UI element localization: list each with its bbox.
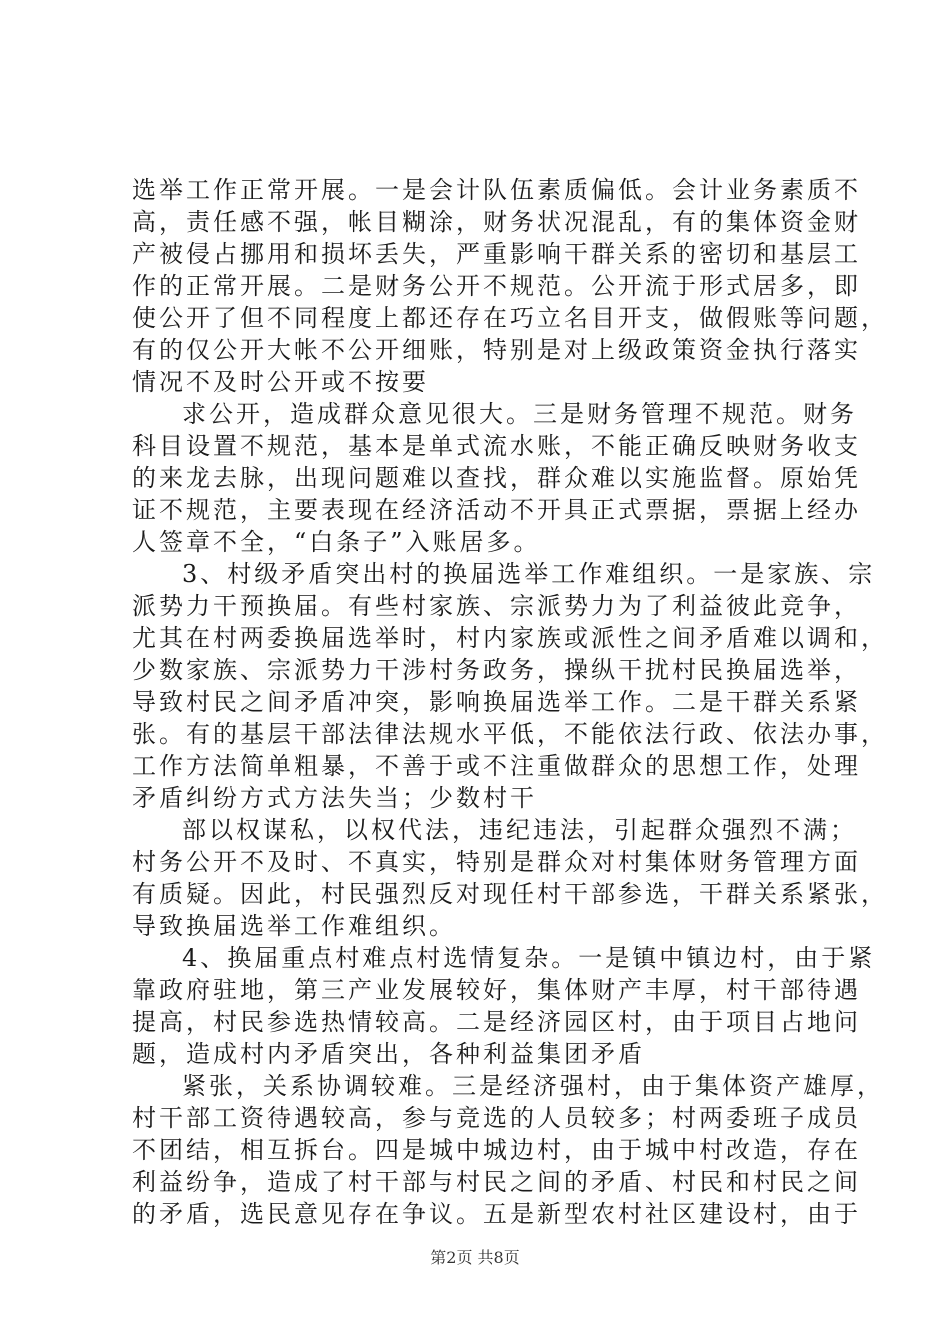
- text-line: 利益纷争，造成了村干部与村民之间的矛盾、村民和村民之间: [132, 1168, 861, 1196]
- text-line: 情况不及时公开或不按要: [132, 368, 429, 396]
- text-line: 的来龙去脉，出现问题难以查找，群众难以实施监督。原始凭: [132, 464, 861, 492]
- text-line: 靠政府驻地，第三产业发展较好，集体财产丰厚，村干部待遇: [132, 976, 861, 1004]
- text-line: 人签章不全，“白条子”入账居多。: [132, 528, 541, 556]
- text-line: 不团结，相互拆台。四是城中城边村，由于城中村改造，存在: [132, 1136, 861, 1164]
- text-line: 张。有的基层干部法律法规水平低，不能依法行政、依法办事，: [132, 720, 888, 748]
- text-line: 产被侵占挪用和损坏丢失，严重影响干群关系的密切和基层工: [132, 240, 861, 268]
- text-line: 村干部工资待遇较高，参与竞选的人员较多；村两委班子成员: [132, 1104, 861, 1132]
- text-line: 导致换届选举工作难组织。: [132, 912, 456, 940]
- body-text: [132, 174, 888, 1230]
- text-line: 作的正常开展。二是财务公开不规范。公开流于形式居多，即: [132, 272, 861, 300]
- text-line: 工作方法简单粗暴，不善于或不注重做群众的思想工作，处理: [132, 752, 861, 780]
- text-line: 有的仅公开大帐不公开细账，特别是对上级政策资金执行落实: [132, 336, 861, 364]
- text-line: 矛盾纠纷方式方法失当；少数村干: [132, 784, 537, 812]
- text-line: 题，造成村内矛盾突出，各种利益集团矛盾: [132, 1040, 645, 1068]
- text-line: 证不规范，主要表现在经济活动不开具正式票据，票据上经办: [132, 496, 861, 524]
- text-line: 导致村民之间矛盾冲突，影响换届选举工作。二是干群关系紧: [132, 688, 861, 716]
- text-line: 选举工作正常开展。一是会计队伍素质偏低。会计业务素质不: [132, 176, 861, 204]
- text-line: 3、村级矛盾突出村的换届选举工作难组织。一是家族、宗: [182, 560, 876, 588]
- text-line: 派势力干预换届。有些村家族、宗派势力为了利益彼此竞争，: [132, 592, 861, 620]
- text-line: 科目设置不规范，基本是单式流水账，不能正确反映财务收支: [132, 432, 861, 460]
- text-line: 尤其在村两委换届选举时，村内家族或派性之间矛盾难以调和，: [132, 624, 888, 652]
- text-line: 村务公开不及时、不真实，特别是群众对村集体财务管理方面: [132, 848, 861, 876]
- page-number: 第2页 共8页: [430, 1248, 520, 1267]
- text-line: 求公开，造成群众意见很大。三是财务管理不规范。财务: [182, 400, 857, 428]
- text-line: 使公开了但不同程度上都还存在巧立名目开支，做假账等问题，: [132, 304, 888, 332]
- text-line: 高，责任感不强，帐目糊涂，财务状况混乱，有的集体资金财: [132, 208, 861, 236]
- text-line: 提高，村民参选热情较高。二是经济园区村，由于项目占地问: [132, 1008, 861, 1036]
- text-line: 少数家族、宗派势力干涉村务政务，操纵干扰村民换届选举，: [132, 656, 861, 684]
- text-line: 紧张，关系协调较难。三是经济强村，由于集体资产雄厚，: [182, 1072, 884, 1100]
- text-line: 4、换届重点村难点村选情复杂。一是镇中镇边村，由于紧: [182, 944, 876, 972]
- text-line: 部以权谋私，以权代法，违纪违法，引起群众强烈不满；: [182, 816, 857, 844]
- text-line: 有质疑。因此，村民强烈反对现任村干部参选，干群关系紧张，: [132, 880, 888, 908]
- text-line: 的矛盾，选民意见存在争议。五是新型农村社区建设村，由于: [132, 1200, 861, 1228]
